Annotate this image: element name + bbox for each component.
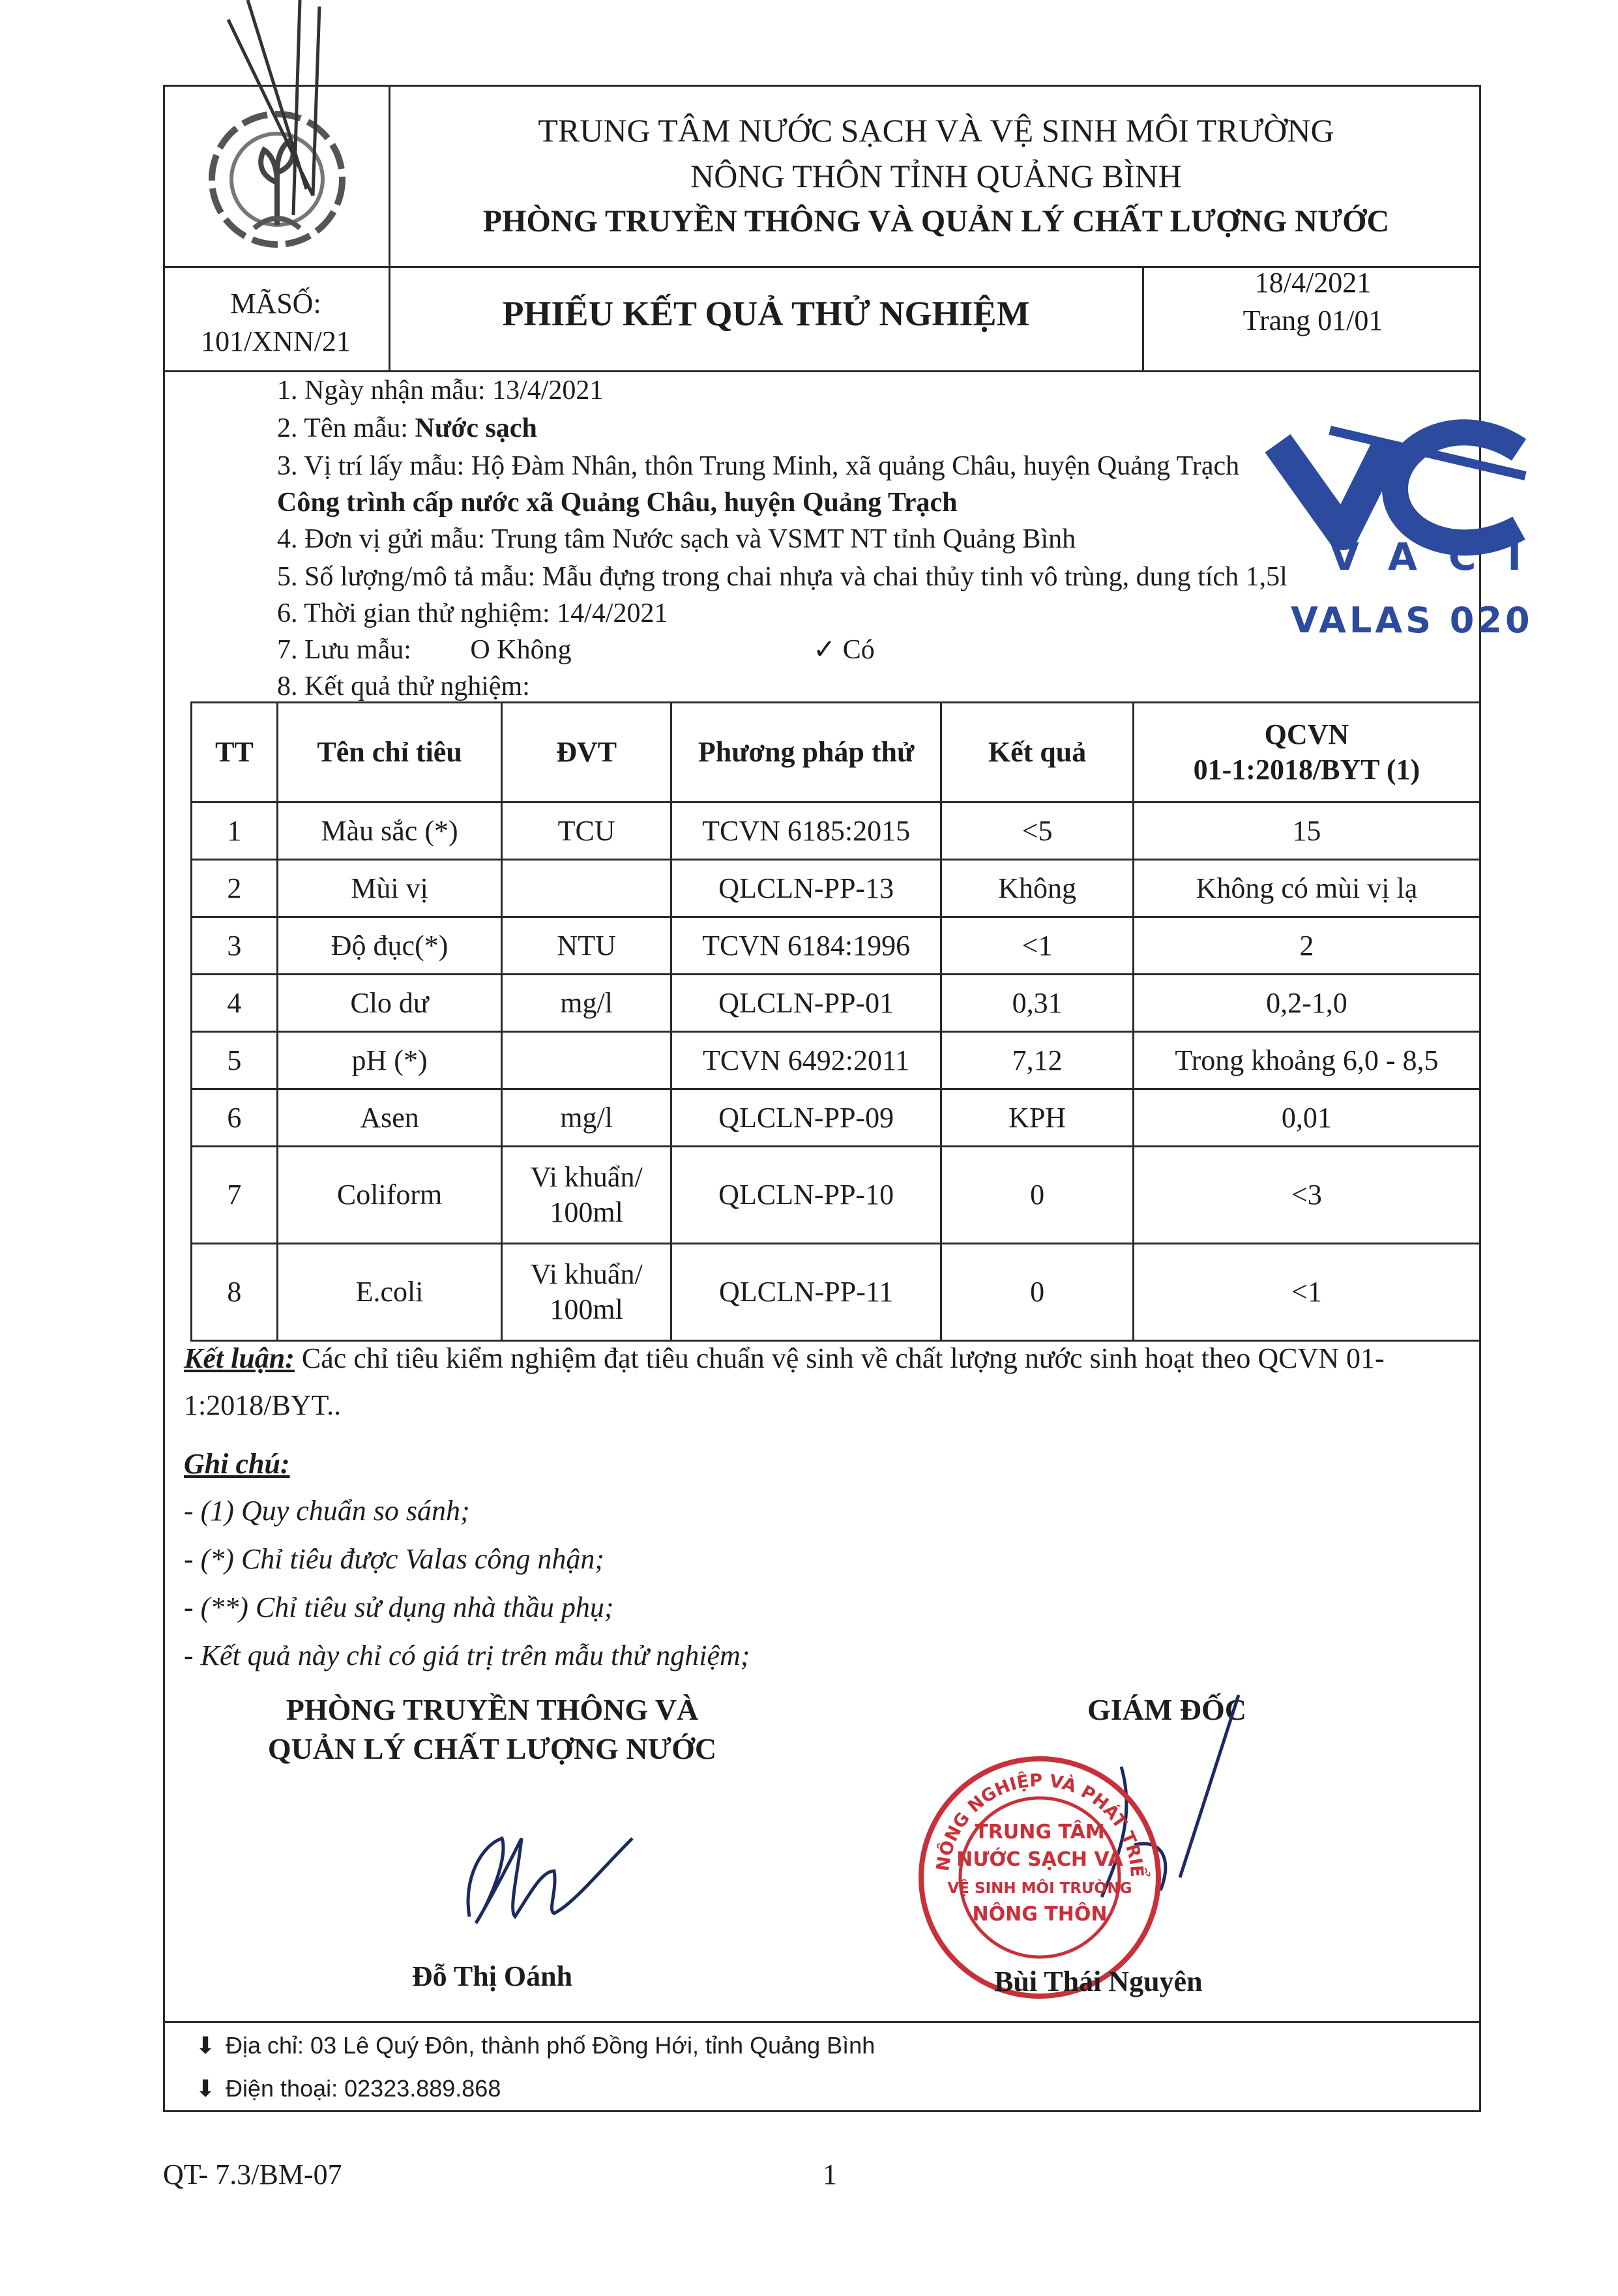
table-row bbox=[192, 860, 1480, 917]
document-title: PHIẾU KẾT QUẢ THỬ NGHIỆM bbox=[502, 294, 1030, 333]
footer-divider bbox=[163, 2021, 1481, 2023]
cell-name: Asen bbox=[277, 1089, 502, 1147]
info-sample-name-value: Nước sạch bbox=[415, 413, 537, 443]
cell-unit-line2: 100ml bbox=[550, 1196, 623, 1228]
cell-unit-line2: 100ml bbox=[550, 1293, 623, 1325]
code-value: 101/XNN/21 bbox=[201, 325, 351, 357]
cell-name: Mùi vị bbox=[277, 860, 502, 917]
cell-tt: 6 bbox=[192, 1089, 278, 1147]
cell-method: QLCLN-PP-11 bbox=[671, 1244, 941, 1341]
header-result: Kết quả bbox=[941, 703, 1134, 802]
cell-tt: 8 bbox=[192, 1244, 278, 1341]
cell-unit: TCU bbox=[502, 802, 671, 860]
cell-tt: 5 bbox=[192, 1032, 278, 1089]
vaci-stamp bbox=[1252, 404, 1552, 665]
table-row bbox=[192, 1032, 1480, 1089]
cell-tt: 1 bbox=[192, 802, 278, 860]
cell-result: <5 bbox=[941, 802, 1134, 860]
cell-method: QLCLN-PP-10 bbox=[671, 1147, 941, 1244]
info-sender: 4. Đơn vị gửi mẫu: Trung tâm Nước sạch và VSMT NT tỉnh Quảng Bình bbox=[277, 524, 1076, 554]
signer-left-name: Đỗ Thị Oánh bbox=[411, 1960, 573, 1992]
page-number: 1 bbox=[823, 2158, 837, 2190]
notes-label bbox=[184, 1445, 290, 1484]
title-divider-right bbox=[1142, 266, 1144, 370]
header-standard-line1: QCVN bbox=[1264, 718, 1349, 750]
cell-name: pH (*) bbox=[277, 1032, 502, 1089]
footer-phone bbox=[196, 2073, 501, 2104]
info-sampling-location: 3. Vị trí lấy mẫu: Hộ Đàm Nhân, thôn Trung Minh, xã quảng Châu, huyện Quảng Trạch bbox=[277, 451, 1240, 481]
title-divider bbox=[163, 370, 1481, 372]
cell-method: TCVN 6184:1996 bbox=[671, 917, 941, 975]
cell-unit-line1: Vi khuẩn/ bbox=[530, 1161, 643, 1193]
table-row bbox=[192, 917, 1480, 975]
info-retention-no: O Không bbox=[470, 635, 572, 665]
cell-name: Clo dư bbox=[277, 975, 502, 1032]
table-row bbox=[192, 1244, 1480, 1341]
conclusion bbox=[184, 1335, 1481, 1429]
cell-limit: Không có mùi vị lạ bbox=[1133, 860, 1480, 917]
header-method: Phương pháp thử bbox=[671, 703, 941, 802]
cell-method: TCVN 6185:2015 bbox=[671, 802, 941, 860]
seal-ring-text: NÔNG NGHIỆP VÀ PHÁT TRIỂ bbox=[933, 1770, 1147, 1878]
cell-unit bbox=[502, 1032, 671, 1089]
org-line-2: NÔNG THÔN TỈNH QUẢNG BÌNH bbox=[690, 158, 1182, 194]
cell-result: 7,12 bbox=[941, 1032, 1134, 1089]
cell-unit: mg/l bbox=[502, 1089, 671, 1147]
cell-unit: NTU bbox=[502, 917, 671, 975]
cell-name: E.coli bbox=[277, 1244, 502, 1341]
cell-result: KPH bbox=[941, 1089, 1134, 1147]
cell-limit: <1 bbox=[1133, 1244, 1480, 1341]
cell-result: 0,31 bbox=[941, 975, 1134, 1032]
cell-tt: 4 bbox=[192, 975, 278, 1032]
org-line-1: TRUNG TÂM NƯỚC SẠCH VÀ VỆ SINH MÔI TRƯỜNG bbox=[538, 112, 1334, 149]
seal-line-4: NÔNG THÔN bbox=[972, 1903, 1108, 1926]
staple-mark bbox=[215, 0, 346, 215]
cell-name: Độ đục(*) bbox=[277, 917, 502, 975]
pin-icon: ⬇ bbox=[196, 2032, 216, 2059]
header-standard-line2: 01-1:2018/BYT (1) bbox=[1193, 754, 1420, 786]
seal-line-3: VỆ SINH MÔI TRƯỜNG bbox=[947, 1880, 1132, 1897]
cell-method: QLCLN-PP-01 bbox=[671, 975, 941, 1032]
cell-unit-line1: Vi khuẩn/ bbox=[530, 1258, 643, 1290]
cell-result: Không bbox=[941, 860, 1134, 917]
vaci-letters: VACI bbox=[1330, 535, 1553, 579]
info-retention bbox=[277, 632, 875, 668]
cell-result: 0 bbox=[941, 1244, 1134, 1341]
seal-line-2: NƯỚC SẠCH VÀ bbox=[956, 1848, 1123, 1871]
note-4: - Kết quả này chỉ có giá trị trên mẫu thử nghiệm; bbox=[184, 1640, 750, 1671]
title-divider-left bbox=[389, 266, 390, 370]
info-results-heading: 8. Kết quả thử nghiệm: bbox=[277, 671, 530, 701]
org-line-3: PHÒNG TRUYỀN THÔNG VÀ QUẢN LÝ CHẤT LƯỢNG NƯỚC bbox=[482, 204, 1390, 239]
info-retention-label: 7. Lưu mẫu: bbox=[277, 635, 411, 665]
phone-icon: ⬇ bbox=[196, 2075, 216, 2102]
cell-limit: 15 bbox=[1133, 802, 1480, 860]
cell-limit: 0,01 bbox=[1133, 1089, 1480, 1147]
cell-limit: 2 bbox=[1133, 917, 1480, 975]
cell-tt: 3 bbox=[192, 917, 278, 975]
notes-label-text: Ghi chú: bbox=[184, 1448, 290, 1480]
footer-address-text: Địa chỉ: 03 Lê Quý Đôn, thành phố Đồng Hới, tỉnh Quảng Bình bbox=[226, 2032, 875, 2059]
cell-name: Màu sắc (*) bbox=[277, 802, 502, 860]
header-unit: ĐVT bbox=[502, 703, 671, 802]
conclusion-text: Các chỉ tiêu kiểm nghiệm đạt tiêu chuẩn vệ sinh về chất lượng nước sinh hoạt theo QCVN 01-1:2018/BYT.. bbox=[184, 1342, 1385, 1421]
cell-tt: 7 bbox=[192, 1147, 278, 1244]
cell-limit: <3 bbox=[1133, 1147, 1480, 1244]
official-seal bbox=[909, 1754, 1170, 2001]
signature-left bbox=[443, 1799, 639, 1943]
note-3: - (**) Chỉ tiêu sử dụng nhà thầu phụ; bbox=[184, 1591, 614, 1623]
issue-date: 18/4/2021 bbox=[1254, 267, 1372, 299]
signer-left-title-2: QUẢN LÝ CHẤT LƯỢNG NƯỚC bbox=[267, 1732, 717, 1765]
cell-result: 0 bbox=[941, 1147, 1134, 1244]
info-description: 5. Số lượng/mô tả mẫu: Mẫu đựng trong chai nhựa và chai thủy tinh vô trùng, dung tích 1,5l bbox=[277, 562, 1287, 592]
cell-method: QLCLN-PP-09 bbox=[671, 1089, 941, 1147]
info-test-time: 6. Thời gian thử nghiệm: 14/4/2021 bbox=[277, 598, 668, 628]
table-row bbox=[192, 1147, 1480, 1244]
cell-limit: Trong khoảng 6,0 - 8,5 bbox=[1133, 1032, 1480, 1089]
info-sample-name-label: 2. Tên mẫu: bbox=[277, 413, 415, 443]
code-label: MÃSỐ: bbox=[230, 287, 321, 319]
cell-unit bbox=[502, 1244, 671, 1341]
footer-address bbox=[196, 2030, 875, 2061]
cell-unit: mg/l bbox=[502, 975, 671, 1032]
cell-limit: 0,2-1,0 bbox=[1133, 975, 1480, 1032]
page-indicator: Trang 01/01 bbox=[1243, 304, 1383, 336]
cell-method: TCVN 6492:2011 bbox=[671, 1032, 941, 1089]
table-row bbox=[192, 975, 1480, 1032]
table-row bbox=[192, 1089, 1480, 1147]
signer-right-title: GIÁM ĐỐC bbox=[1087, 1693, 1247, 1726]
footer-phone-text: Điện thoại: 02323.889.868 bbox=[226, 2075, 501, 2102]
signer-right-name: Bùi Thái Nguyên bbox=[994, 1965, 1203, 1997]
vaci-code: VALAS 020 bbox=[1291, 600, 1533, 641]
cell-name: Coliform bbox=[277, 1147, 502, 1244]
signer-left-title-1: PHÒNG TRUYỀN THÔNG VÀ bbox=[286, 1693, 699, 1726]
seal-line-1: TRUNG TÂM bbox=[975, 1821, 1105, 1844]
info-project: Công trình cấp nước xã Quảng Châu, huyện Quảng Trạch bbox=[277, 488, 958, 518]
info-sample-name bbox=[277, 411, 537, 446]
cell-result: <1 bbox=[941, 917, 1134, 975]
form-code: QT- 7.3/BM-07 bbox=[163, 2158, 342, 2190]
header-tt: TT bbox=[192, 703, 278, 802]
logo-divider bbox=[389, 85, 390, 266]
cell-method: QLCLN-PP-13 bbox=[671, 860, 941, 917]
table-row bbox=[192, 802, 1480, 860]
cell-unit bbox=[502, 1147, 671, 1244]
header-standard bbox=[1133, 703, 1480, 802]
note-1: - (1) Quy chuẩn so sánh; bbox=[184, 1495, 470, 1527]
conclusion-label: Kết luận: bbox=[184, 1342, 295, 1374]
info-retention-yes: ✓ Có bbox=[813, 635, 875, 665]
note-2: - (*) Chỉ tiêu được Valas công nhận; bbox=[184, 1543, 605, 1575]
cell-unit bbox=[502, 860, 671, 917]
cell-tt: 2 bbox=[192, 860, 278, 917]
table-header-row bbox=[192, 703, 1480, 802]
header-name: Tên chỉ tiêu bbox=[277, 703, 502, 802]
results-table bbox=[190, 701, 1481, 1342]
info-received-date: 1. Ngày nhận mẫu: 13/4/2021 bbox=[277, 375, 604, 405]
